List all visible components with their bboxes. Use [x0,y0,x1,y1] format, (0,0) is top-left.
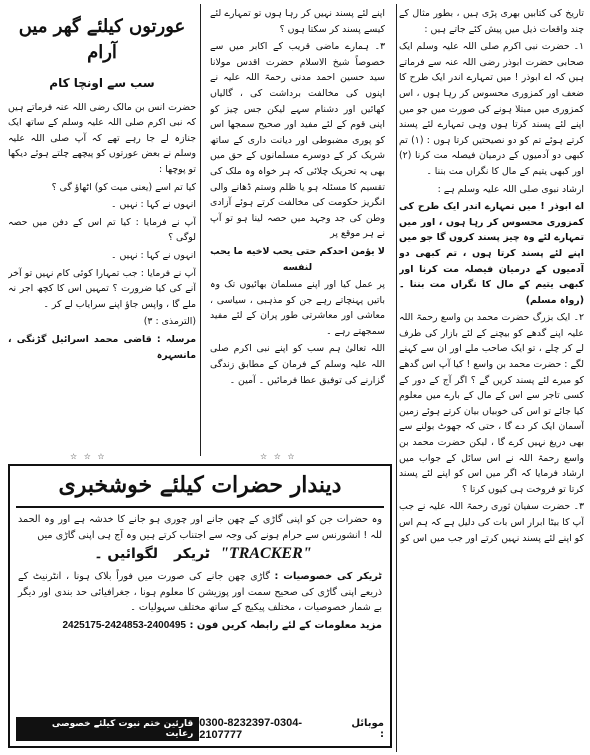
article-title: عورتوں کیلئے گھر میں آرام [18,16,186,63]
mobile-numbers: 0300-8232397-0304-2107777 [199,717,303,741]
article-paragraph: آپ نے فرمایا : جب تمہارا کوئی کام نہیں تو آخر آنے کی کیا ضرورت ؟ تمہیں اس کا کچھ اجر نہ ملے گا ، واپس جاؤ اپنے سرایاب لے کر ۔ [8,267,196,310]
article-paragraph: ١۔ حضرت نبی اکرم صلی اللہ علیہ وسلم ایک صحابی حضرت ابوذر رضی اللہ عنہ سے فرماتے ہیں کہ اے ابوذر ! میں تمہارے اندر ایک طرح کا ضعف اور کمزوری محسوس کر رہا ہوں ، اس کمزوری میں مبتلا ہونے کی صورت میں جو میں اپنے لئے پسند کرتا ہوں وہی تمہارے لئے پسند کرتے ہوئے تم کو دو نصیحتیں کرتا ہوں : (١) تم کبھی دو آدمیوں کے درمیان فیصلہ مت کرنا (٢) اور کبھی یتیم کے مال کا نگراں مت بننا ۔ [399,41,584,177]
article-paragraph: ٣۔ ہمارے ماضی قریب کے اکابر میں سے خصوصاً شیخ الاسلام حضرت اقدس مولانا سید حسین احمد مدنی رحمۃ اللہ علیہ نے اپنوں کی مخالفت برداشت کی ، گالیاں کھائیں اور دشنام سہے لیکن جس چیز کو اپنی قوم کے لئے مفید اور صحیح سمجھا اس کو پوری مضبوطی اور دیانت داری کے ساتھ شریک کر کے دوسرے مسلمانوں کے حق میں بھی یہ تحریک چلائی کہ ہر خواہ وہ ملک کی تقسیم کا مسئلہ ہو یا ظلم وستم ڈھانے والی انگریز حکومت کی مخالفت کرتے ہوئے آزادی وطن کی جد وجہد میں حصہ لینا ہو تو آپ نے ہر موقع پر [210,41,385,240]
column-divider [396,4,397,752]
right-article-column [399,6,584,751]
left-article-column [8,6,196,456]
article-paragraph: اپنے لئے پسند نہیں کر رہا ہوں تو تمہارے لئے کیسے پسند کر سکتا ہوں ؟ [210,8,385,35]
brand-install: لگوائیں ۔ [94,546,158,562]
article-subtitle: سب سے اونچا کام [49,76,155,90]
hadith-arabic: لا يؤمن احدكم حتى يحب لاخيه ما يحب لنفسه [210,245,385,273]
article-paragraph: تاریخ کی کتابیں بھری پڑی ہیں ، بطور مثال کے چند واقعات ذیل میں پیش کئے جاتے ہیں : [399,8,584,35]
advert-brand [10,545,390,563]
brand-latin: "TRACKER" [220,545,312,562]
article-paragraph: انہوں نے کہا : نہیں ۔ [111,249,196,261]
column-divider [200,4,201,456]
reference: (الترمذی : ٣) [143,316,196,328]
middle-article-column [210,6,385,456]
hadith-quote: اے ابوذر ! میں تمہارے اندر ایک طرح کی کمزوری محسوس کر رہا ہوں ، اور میں تمہارے لئے وہ چیز پسند کروں گا جو میں اپنے لئے پسند کرتا ہوں ، تم کبھی دو آدمیوں کے درمیان فیصلہ مت کرنا اور کبھی یتیم کے مال کا نگراں مت بننا ۔ (رواہ مسلم) [399,201,584,306]
advert-features [10,565,390,616]
article-paragraph: اللہ تعالیٰ ہم سب کو اپنے نبی اکرم صلی اللہ علیہ وسلم کے فرمان کے مطابق زندگی گزارنے کی توفیق عطا فرمائیں ۔ آمین ۔ [210,343,385,386]
article-paragraph: انہوں نے کہا : نہیں ۔ [111,199,196,211]
mobile-label: موبائل : [351,718,384,740]
advert-headline: دیندار حضرات کیلئے خوشخبری [58,472,342,498]
article-paragraph: کیا تم اسے (یعنی میت کو) اٹھاؤ گی ؟ [51,181,196,193]
advert-intro: وہ حضرات جن کو اپنی گاڑی کے چھن جانے اور چوری ہو جانے کا خدشہ ہے اور وہ الحمد للہ ! انشورنس سے حرام ہونے کی وجہ سے اجتناب کرتے ہیں وہ آج ہی اپنی گاڑی میں [18,514,382,541]
article-paragraph: پر عمل کیا اور اپنے مسلمان بھائیوں تک وہ باتیں پہنچاتے رہے جن کو مذہبی ، سیاسی ، معاشی اور معاشرتی طور پران کے لئے مفید سمجھتے رہے ۔ [210,279,385,337]
article-paragraph: ٣۔ حضرت سفیان ثوری رحمۃ اللہ علیہ نے جب آپ کا بیٹا ابرار اس بات کی دلیل ہے کہ ہم اس کو اپنے لئے پسند نہیں کرتے اور جب میں اس کو [399,501,584,544]
stars-separator: ☆ ☆ ☆ [70,452,107,461]
article-paragraph: آپ نے فرمایا : کیا تم اس کے دفن میں حصہ لوگی ؟ [8,216,196,244]
advert-contact [10,620,390,631]
article-paragraph: حضرت انس بن مالک رضی اللہ عنہ فرماتے ہیں کہ نبی اکرم صلی اللہ علیہ وسلم کے ساتھ ایک جنازہ لے جا رہے تھے کہ آپ صلی اللہ علیہ وسلم نے بعض عورتوں کو پیچھے چلتے ہوئے دیکھا تو پوچھا : [8,101,196,175]
tracker-advert [8,464,392,748]
article-paragraph: ٢۔ ایک بزرگ حضرت محمد بن واسع رحمۃ اللہ علیہ اپنے گدھے کو بیچنے کے لئے بازار کی طرف لے کر چلے ، تو ایک صاحب ملے اور ان سے کہنے لگے : حضرت محمد بن واسع ! کیا آپ اس گدھے کو میرے لئے پسند کریں گے ؟ اگر آج کے دور کے کسی تاجر سے اس کے مال کے بارے میں معلوم کیا جائے تو اس کی خوبیاں بیان کرتے ہوئے زمین آسمان ایک کر دے گا ، حتی کہ جھوٹ بولنے سے بھی دریغ نہیں کرے گا ، لیکن حضرت محمد بن واسع رحمۃ اللہ نے اس سائل کے جواب میں ارشاد فرمایا کہ اگر میں اس کو اپنے لئے پسند کرتا تو فروخت ہی کیوں کرتا ؟ [399,312,584,495]
stars-separator: ☆ ☆ ☆ [260,452,297,461]
special-offer-badge: قارئین ختم نبوت کیلئے خصوصی رعایت [16,717,199,741]
brand-urdu: ٹریکر [173,546,211,562]
features-text: گاڑی چھن جانے کی صورت میں فوراً بلاک ہونا ، انٹرنیٹ کے ذریعے اپنی گاڑی کی صحیح سمت اور پوزیشن کا معلوم ہونا ، جغرافیائی حد بندی اور دیگر بے شمار خصوصیات ، مختلف پیکیج کے ساتھ مختلف سہولیات ۔ [18,571,382,613]
advert-footer [16,718,384,740]
contact-label: مزید معلومات کے لئے رابطہ کریں فون : [189,619,382,631]
features-label: ٹریکر کی خصوصیات : [274,571,382,582]
article-paragraph: ارشاد نبوی صلی اللہ علیہ وسلم ہے : [437,183,584,195]
phone-numbers: 2425175-2424853-2400495 [62,619,186,631]
author-signature: مرسلہ : قاضی محمد اسرائیل گڑنگی ، مانسہرہ [8,333,196,361]
